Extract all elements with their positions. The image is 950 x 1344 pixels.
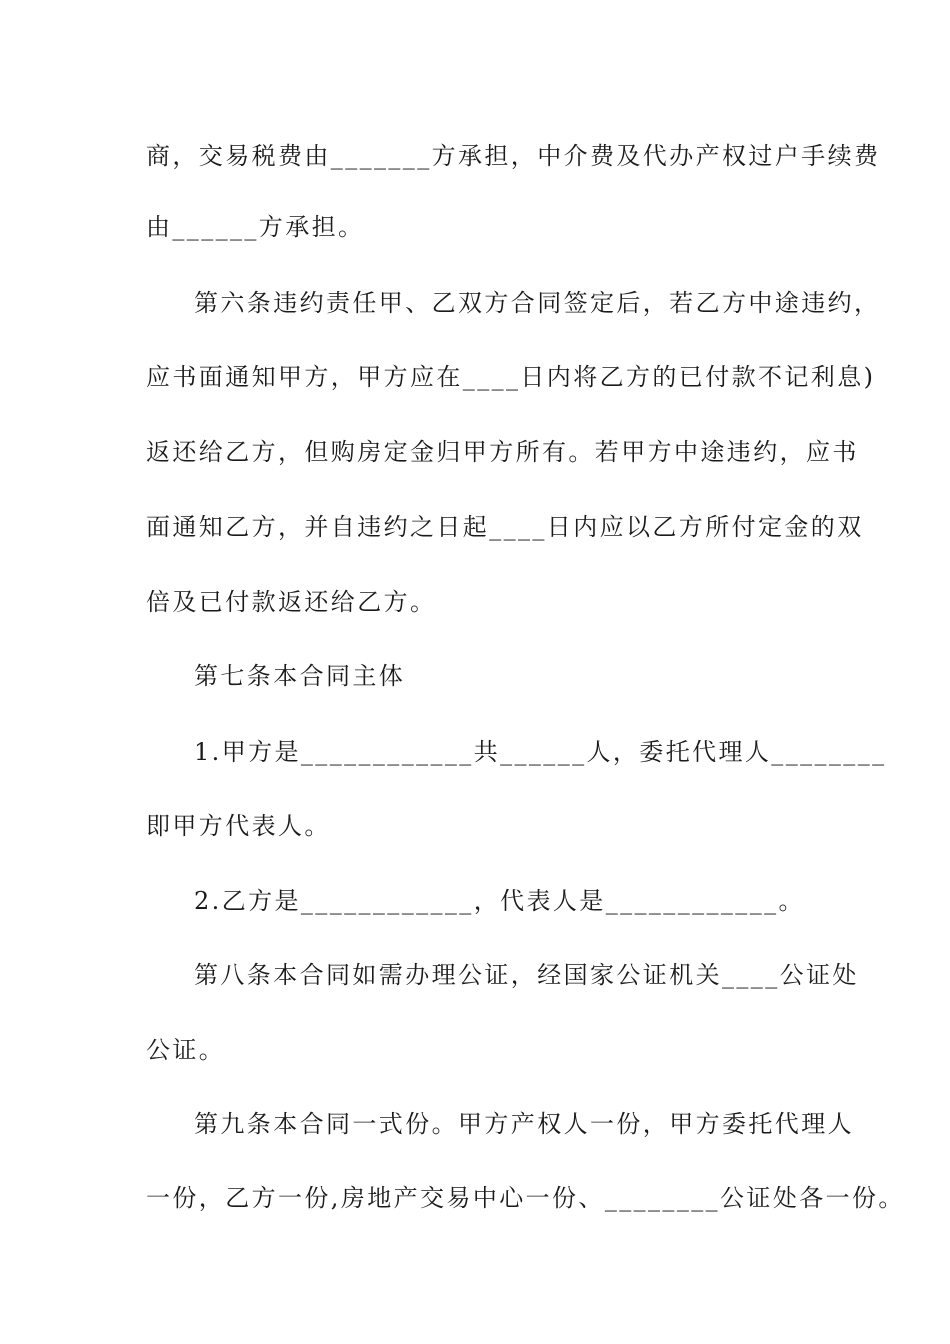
paragraph-line: 应书面通知甲方，甲方应在____日内将乙方的已付款不记利息)	[146, 363, 876, 391]
paragraph-line: 商，交易税费由_______方承担，中介费及代办产权过户手续费	[146, 142, 881, 170]
paragraph-line: 公证。	[146, 1036, 226, 1064]
paragraph-line: 面通知乙方，并自违约之日起____日内应以乙方所付定金的双	[146, 513, 864, 541]
paragraph-line: 倍及已付款返还给乙方。	[146, 588, 437, 616]
clause-7-item-1: 1.甲方是____________共______人，委托代理人________	[194, 738, 887, 766]
clause-7-heading: 第七条本合同主体	[194, 662, 406, 690]
paragraph-line: 一份，乙方一份,房地产交易中心一份、________公证处各一份。	[146, 1184, 905, 1212]
clause-7-item-2: 2.乙方是____________，代表人是____________。	[194, 887, 805, 915]
paragraph-line: 由______方承担。	[146, 213, 365, 241]
clause-8-line: 第八条本合同如需办理公证，经国家公证机关____公证处	[194, 961, 859, 989]
clause-9-line: 第九条本合同一式份。甲方产权人一份，甲方委托代理人	[194, 1110, 854, 1138]
paragraph-line: 返还给乙方，但购房定金归甲方所有。若甲方中途违约，应书	[146, 438, 859, 466]
paragraph-line: 即甲方代表人。	[146, 812, 331, 840]
clause-6-line: 第六条违约责任甲、乙双方合同签定后，若乙方中途违约，	[194, 289, 881, 317]
